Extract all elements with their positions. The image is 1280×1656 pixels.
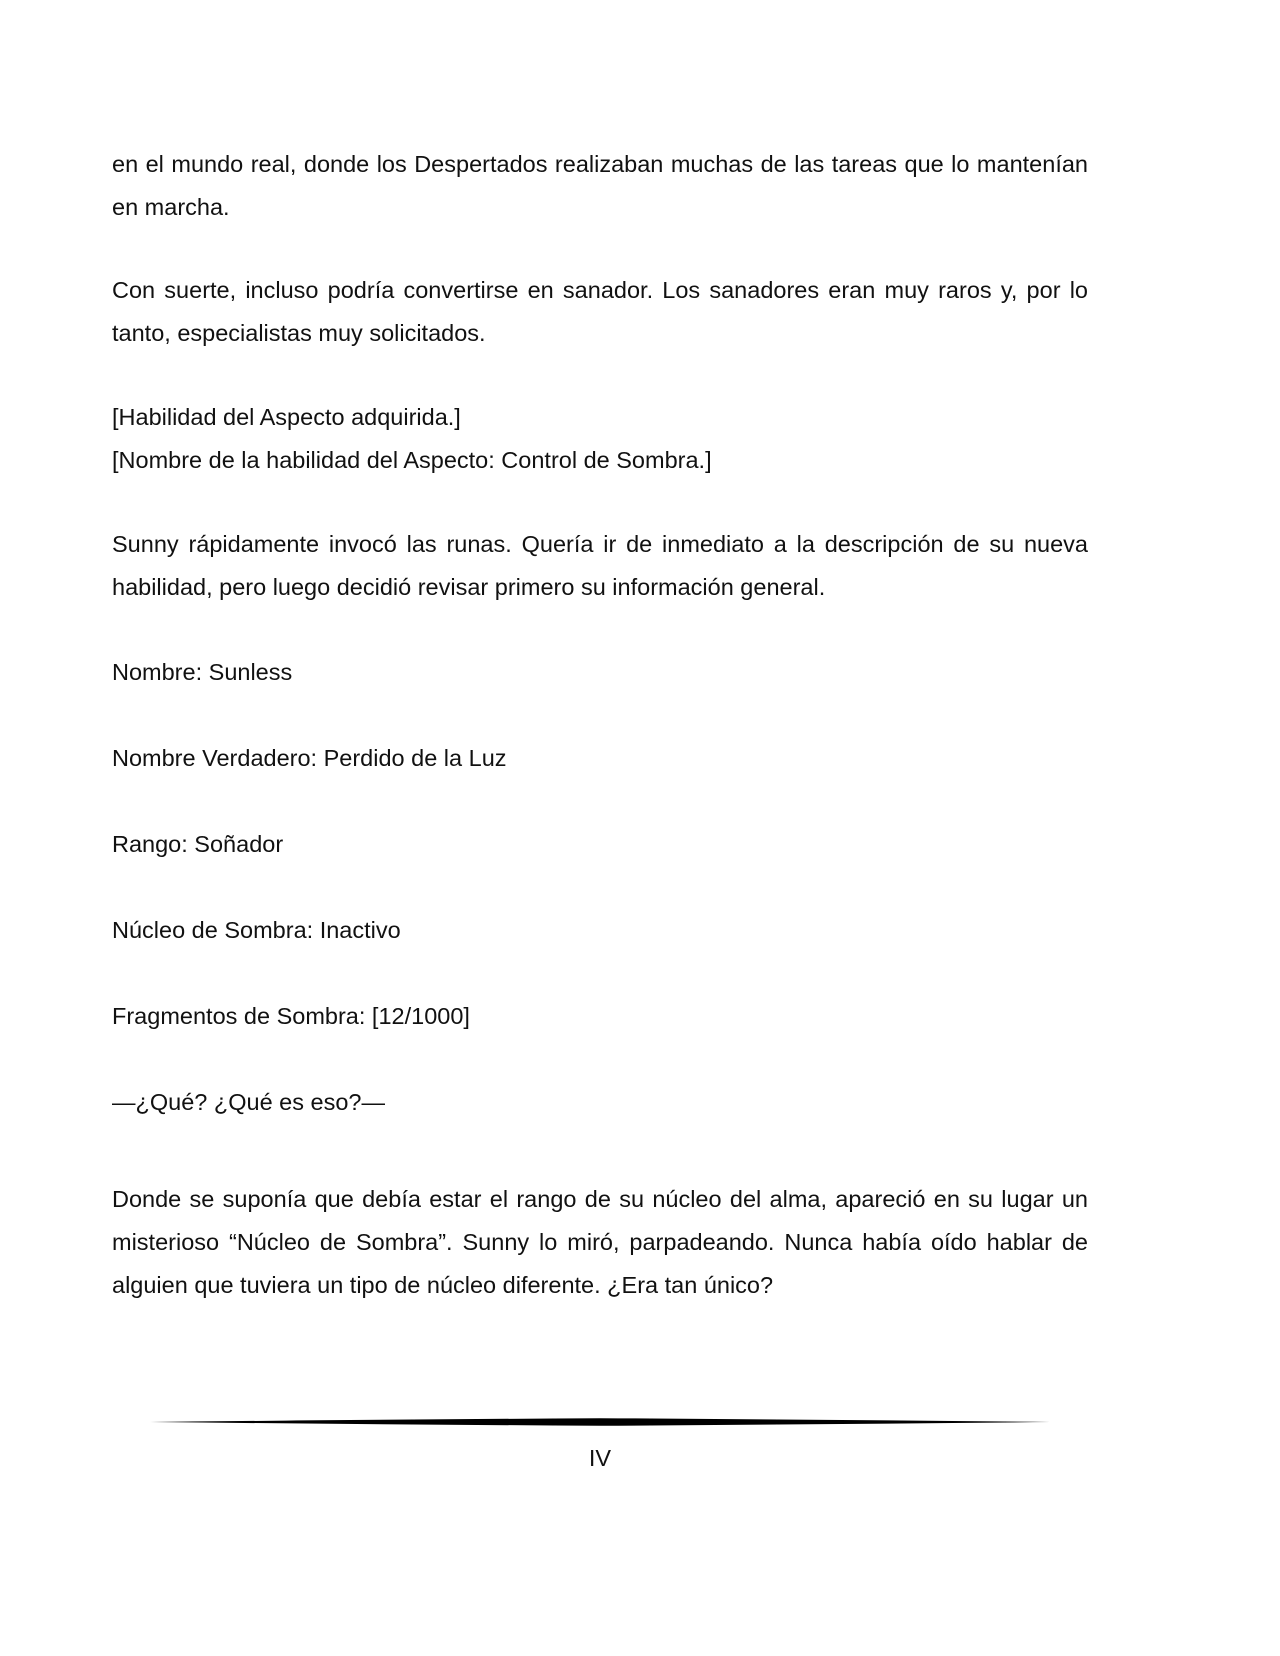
stat-shadow-fragments: Fragmentos de Sombra: [12/1000] xyxy=(112,1003,470,1029)
system-message-2: [Nombre de la habilidad del Aspecto: Control de Sombra.] xyxy=(112,447,712,473)
dialogue-line: —¿Qué? ¿Qué es eso?— xyxy=(112,1089,385,1115)
page-number: IV xyxy=(588,1445,612,1471)
stat-true-name: Nombre Verdadero: Perdido de la Luz xyxy=(112,745,507,771)
stat-rank: Rango: Soñador xyxy=(112,831,284,857)
stat-name: Nombre: Sunless xyxy=(112,659,293,685)
system-message-1: [Habilidad del Aspecto adquirida.] xyxy=(112,404,461,430)
stat-shadow-core: Núcleo de Sombra: Inactivo xyxy=(112,917,401,943)
paragraph-2: Con suerte, incluso podría convertirse en sanador. Los sanadores eran muy raros y, por lo tanto, especialistas muy solicitados. xyxy=(112,277,1088,346)
paragraph-3: Sunny rápidamente invocó las runas. Quería ir de inmediato a la descripción de su nueva habilidad, pero luego decidió revisar primero su información general. xyxy=(112,531,1088,600)
paragraph-4: Donde se suponía que debía estar el rango de su núcleo del alma, apareció en su lugar un misterioso “Núcleo de Sombra”. Sunny lo miró, parpadeando. Nunca había oído hablar de alguien que tuviera un tipo de núcleo diferente. ¿Era tan único? xyxy=(112,1186,1088,1298)
paragraph-1: en el mundo real, donde los Despertados realizaban muchas de las tareas que lo mantenían en marcha. xyxy=(112,151,1088,220)
footer-divider xyxy=(150,1416,1050,1428)
